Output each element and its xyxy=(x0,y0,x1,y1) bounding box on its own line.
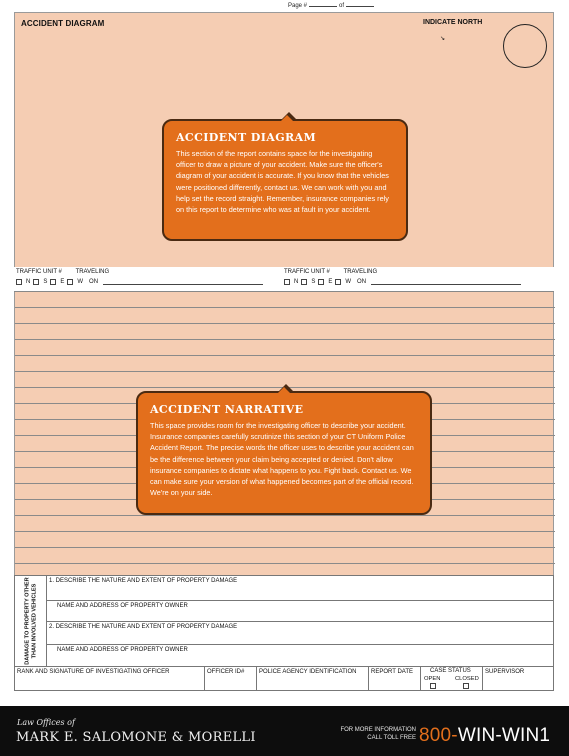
traveling-label: TRAVELING xyxy=(343,269,378,275)
diagram-callout-heading: ACCIDENT DIAGRAM xyxy=(176,131,317,144)
traffic-units-row xyxy=(14,267,554,292)
narrative-line xyxy=(15,323,555,324)
narrative-line xyxy=(15,355,555,356)
agency-id-field[interactable]: POLICE AGENCY IDENTIFICATION xyxy=(257,667,369,690)
north-indicator-circle xyxy=(503,24,547,68)
damage-side-label: DAMAGE TO PROPERTY OTHER THAN INVOLVED VEHICLES xyxy=(15,576,47,666)
property-damage-section xyxy=(14,575,554,667)
rank-signature-field[interactable]: RANK AND SIGNATURE OF INVESTIGATING OFFICER xyxy=(15,667,205,690)
firm-name: MARK E. SALOMONE & MORELLI xyxy=(16,730,256,745)
indicate-north-label: INDICATE NORTH xyxy=(423,19,483,26)
traffic-unit-1: TRAFFIC UNIT # TRAVELING N S E W ON xyxy=(16,269,263,285)
officer-id-field[interactable]: OFFICER ID# xyxy=(205,667,257,690)
narrative-callout xyxy=(136,391,432,515)
law-offices-label: Law Offices of xyxy=(17,718,75,727)
checkbox-north[interactable] xyxy=(16,279,22,285)
narrative-line xyxy=(15,515,555,516)
narrative-line xyxy=(15,339,555,340)
north-tick-icon: ↘ xyxy=(440,36,446,42)
report-date-field[interactable]: REPORT DATE xyxy=(369,667,421,690)
on-label: ON xyxy=(357,279,367,285)
damage-description-field-2[interactable]: 2. DESCRIBE THE NATURE AND EXTENT OF PROPERTY DAMAGE xyxy=(47,622,553,645)
on-street-field[interactable] xyxy=(371,279,521,285)
supervisor-field[interactable]: SUPERVISOR xyxy=(485,669,525,675)
narrative-callout-heading: ACCIDENT NARRATIVE xyxy=(150,403,304,416)
page-total-blank xyxy=(346,6,374,7)
narrative-line xyxy=(15,563,555,564)
traffic-unit-label: TRAFFIC UNIT # xyxy=(284,269,330,275)
property-owner-field-2[interactable]: NAME AND ADDRESS OF PROPERTY OWNER xyxy=(57,647,188,653)
checkbox-south[interactable] xyxy=(301,279,307,285)
more-info-text: FOR MORE INFORMATION CALL TOLL FREE xyxy=(340,727,416,741)
page-number: Page # of xyxy=(288,3,376,9)
phone-number[interactable]: 800-WIN-WIN1 xyxy=(419,725,551,746)
damage-description-field-1[interactable]: 1. DESCRIBE THE NATURE AND EXTENT OF PROPERTY DAMAGE xyxy=(47,576,553,601)
checkbox-south[interactable] xyxy=(33,279,39,285)
traveling-label: TRAVELING xyxy=(75,269,110,275)
narrative-line xyxy=(15,531,555,532)
narrative-callout-body: This space provides room for the investigating officer to describe your accident. Insurance companies carefully scrutinize this section of your CT Uniform Police Accident Report. The precise words the officer uses to describe your accident can be the difference between your claim being accepted or denied. Don't allow insurance companies to dictate what happens to you. Fight back. Contact us. We can make sure your version of what happened becomes part of the official record. We're on your side. xyxy=(150,421,414,498)
traffic-unit-2: TRAFFIC UNIT # TRAVELING N S E W ON xyxy=(284,269,521,285)
checkbox-west[interactable] xyxy=(67,279,73,285)
narrative-line xyxy=(15,307,555,308)
page-number-blank xyxy=(309,6,337,7)
case-status-field: CASE STATUS OPEN CLOSED xyxy=(421,667,483,690)
diagram-title: ACCIDENT DIAGRAM xyxy=(21,19,105,28)
on-label: ON xyxy=(89,279,99,285)
checkbox-east[interactable] xyxy=(50,279,56,285)
diagram-callout-body: This section of the report contains space for the investigating officer to draw a picture of your accident. Make sure the officer's diagram of your accident is accurate. If you know that the vehicles were positioned differently, contact us. We can work with you and help set the record straight. Remember, insurance companies rely on this report to determine who was at fault in your accident. xyxy=(176,149,389,215)
officer-signature-row xyxy=(14,667,554,691)
checkbox-east[interactable] xyxy=(318,279,324,285)
checkbox-north[interactable] xyxy=(284,279,290,285)
firm-footer-banner xyxy=(0,706,569,756)
case-open-checkbox[interactable] xyxy=(430,683,436,689)
case-closed-checkbox[interactable] xyxy=(463,683,469,689)
on-street-field[interactable] xyxy=(103,279,263,285)
traffic-unit-label: TRAFFIC UNIT # xyxy=(16,269,62,275)
narrative-line xyxy=(15,547,555,548)
checkbox-west[interactable] xyxy=(335,279,341,285)
diagram-callout xyxy=(162,119,408,241)
narrative-line xyxy=(15,371,555,372)
property-owner-field-1[interactable]: NAME AND ADDRESS OF PROPERTY OWNER xyxy=(47,601,553,622)
